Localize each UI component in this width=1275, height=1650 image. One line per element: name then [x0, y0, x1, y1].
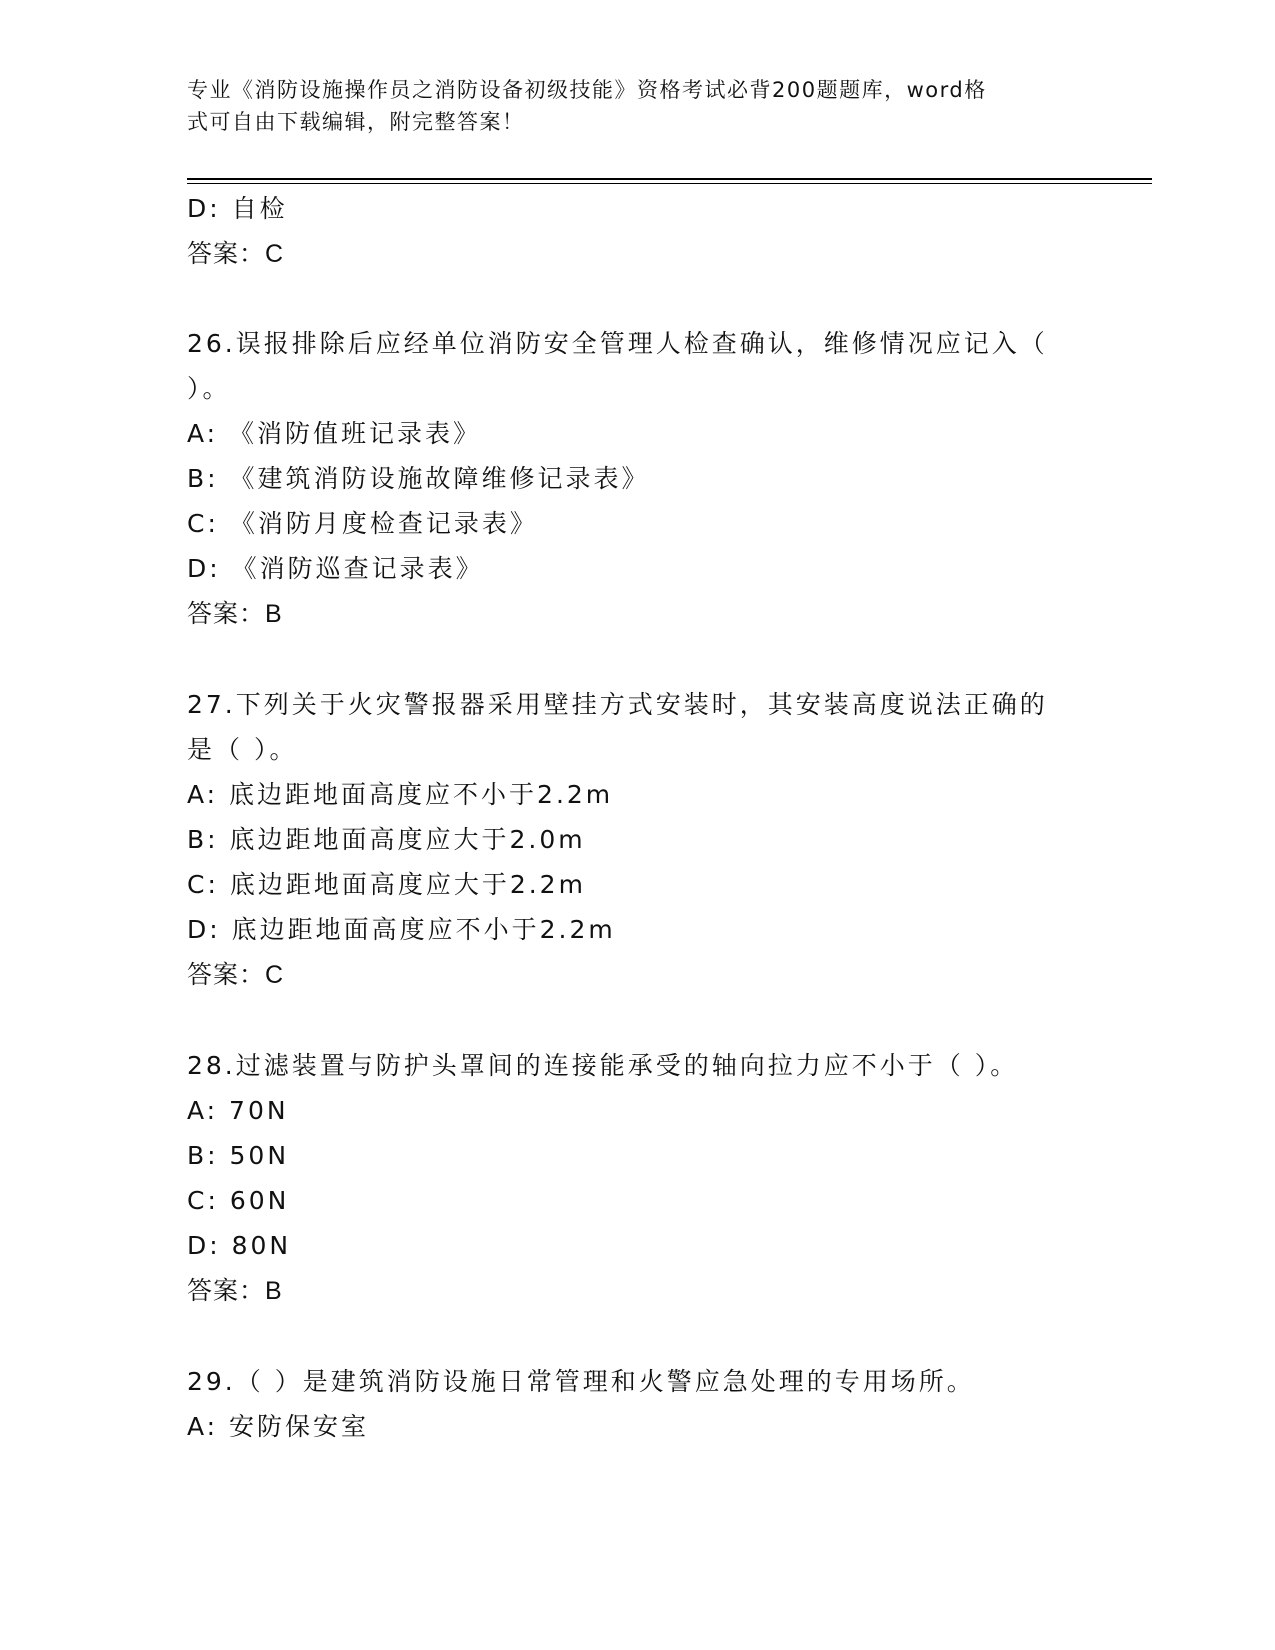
- question-28-option-b: B: 50N: [187, 1141, 290, 1170]
- option-d: D: 自检: [187, 194, 288, 223]
- question-28-option-d: D: 80N: [187, 1231, 292, 1260]
- header-line-2: 式可自由下载编辑，附完整答案！: [187, 110, 525, 134]
- document-header: [187, 74, 1067, 138]
- answer: 答案：C: [187, 240, 285, 268]
- question-28-option-c: C: 60N: [187, 1186, 290, 1215]
- question-27-option-d: D: 底边距地面高度应不小于2.2m: [187, 915, 616, 944]
- question-27-answer: 答案：C: [187, 961, 285, 989]
- question-28-stem: 28.过滤装置与防护头罩间的连接能承受的轴向拉力应不小于（ ）。: [187, 1051, 1019, 1080]
- header-line-1: 专业《消防设施操作员之消防设备初级技能》资格考试必背200题题库，word格: [187, 78, 987, 102]
- question-26-option-a: A: 《消防值班记录表》: [187, 419, 482, 448]
- question-28-answer: 答案：B: [187, 1277, 283, 1305]
- question-29-option-a: A: 安防保安室: [187, 1412, 370, 1441]
- question-29-stem: 29.（ ）是建筑消防设施日常管理和火警应急处理的专用场所。: [187, 1367, 975, 1396]
- header-divider: [187, 178, 1152, 180]
- question-28-option-a: A: 70N: [187, 1096, 289, 1125]
- question-26-option-c: C: 《消防月度检查记录表》: [187, 509, 538, 538]
- question-26-stem-cont: ）。: [187, 374, 231, 403]
- question-26-option-b: B: 《建筑消防设施故障维修记录表》: [187, 464, 650, 493]
- question-26-answer: 答案：B: [187, 600, 283, 628]
- question-26-option-d: D: 《消防巡查记录表》: [187, 554, 484, 583]
- question-27-option-a: A: 底边距地面高度应不小于2.2m: [187, 780, 614, 809]
- header-divider-thin: [187, 183, 1152, 184]
- question-27-option-b: B: 底边距地面高度应大于2.0m: [187, 825, 586, 854]
- question-27-option-c: C: 底边距地面高度应大于2.2m: [187, 870, 586, 899]
- question-27-stem-cont: 是（ ）。: [187, 735, 298, 764]
- question-27-stem: 27.下列关于火灾警报器采用壁挂方式安装时，其安装高度说法正确的: [187, 690, 1048, 719]
- question-26-stem: 26.误报排除后应经单位消防安全管理人检查确认，维修情况应记入（: [187, 329, 1048, 358]
